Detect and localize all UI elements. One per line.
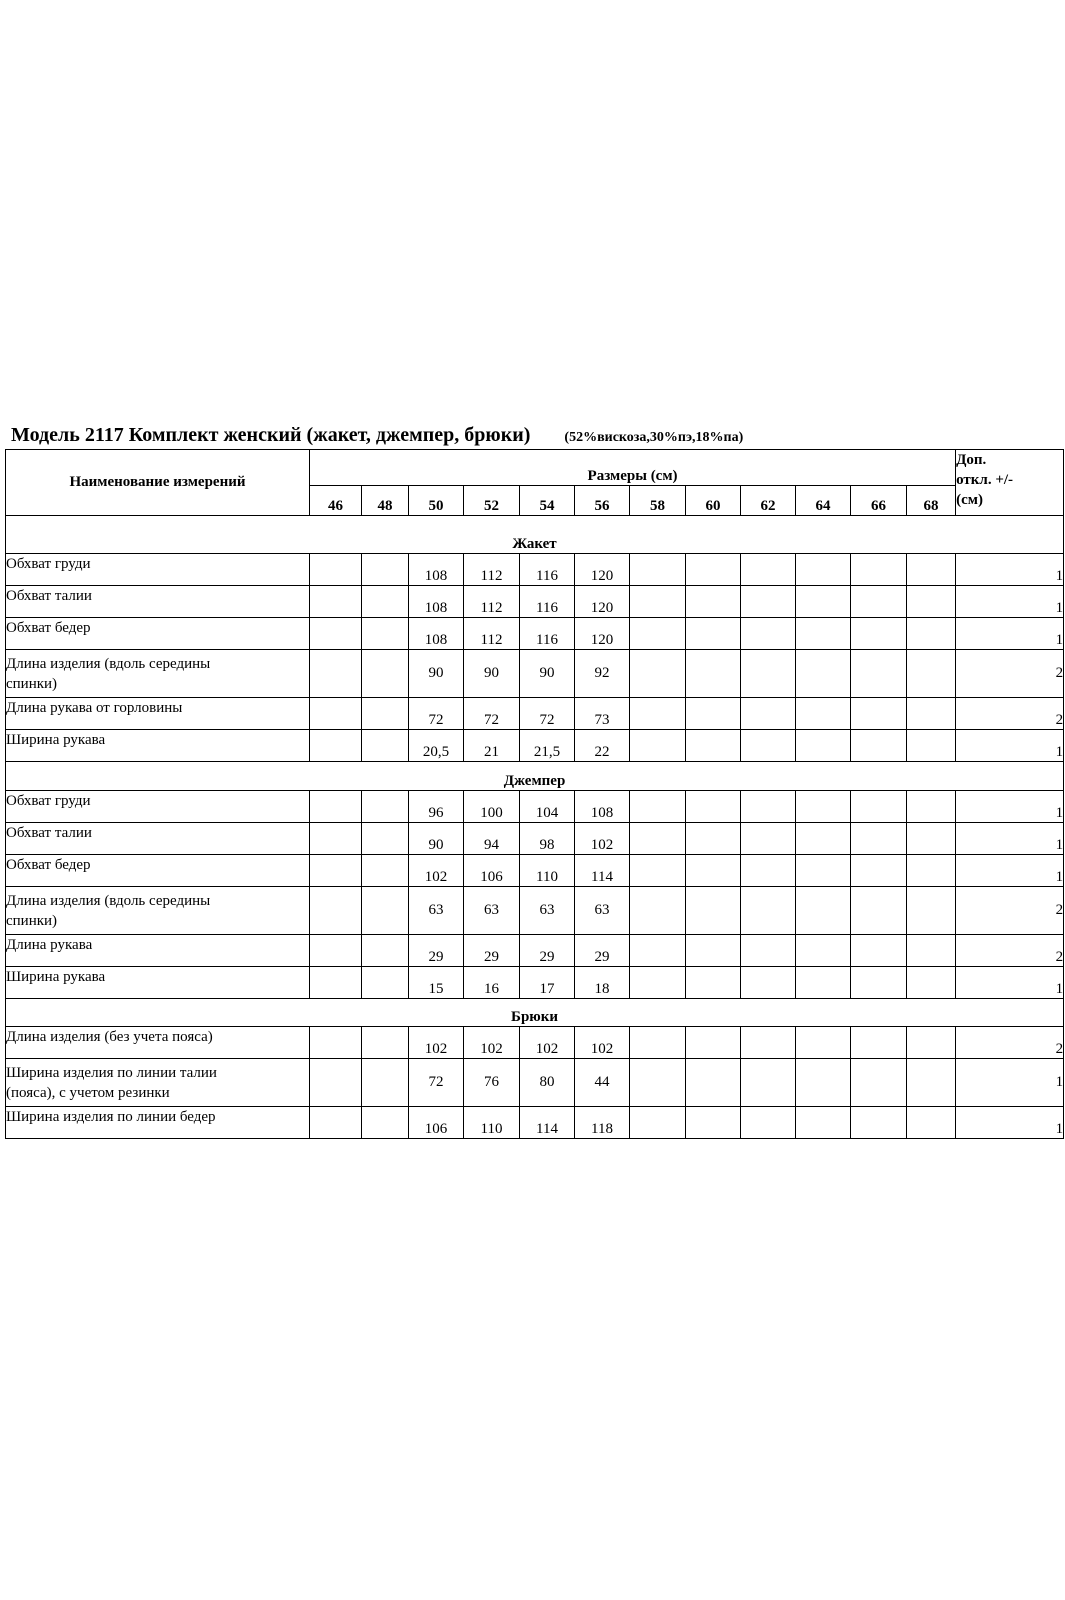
size-value-cell: 114 xyxy=(575,855,630,887)
size-value-cell xyxy=(851,650,907,698)
size-value-cell xyxy=(907,554,956,586)
size-value-cell xyxy=(310,1027,362,1059)
size-value-cell: 110 xyxy=(520,855,575,887)
measurement-row xyxy=(6,698,1064,730)
size-value-cell xyxy=(362,935,409,967)
size-value-cell: 108 xyxy=(409,586,464,618)
size-value-cell: 90 xyxy=(464,650,520,698)
measurement-label-line: Ширина изделия по линии талии xyxy=(6,1065,217,1081)
size-value-cell: 29 xyxy=(464,935,520,967)
size-value-cell: 72 xyxy=(520,698,575,730)
measurement-row xyxy=(6,935,1064,967)
measurement-label xyxy=(6,855,310,887)
size-value-cell xyxy=(907,791,956,823)
size-value-cell xyxy=(362,791,409,823)
size-value-cell xyxy=(741,1059,796,1107)
tolerance-value-cell: 2 xyxy=(956,887,1064,935)
size-value-cell xyxy=(796,554,851,586)
size-value-cell xyxy=(310,855,362,887)
size-value-cell: 73 xyxy=(575,698,630,730)
size-value-cell xyxy=(686,730,741,762)
size-value-cell xyxy=(686,650,741,698)
size-value-cell: 108 xyxy=(409,618,464,650)
size-value-cell xyxy=(310,967,362,999)
measurement-label-line: Ширина рукава xyxy=(6,969,106,985)
size-header-cell: 58 xyxy=(630,486,686,516)
size-value-cell: 16 xyxy=(464,967,520,999)
size-value-cell: 92 xyxy=(575,650,630,698)
size-value-cell xyxy=(796,791,851,823)
tolerance-value-cell: 1 xyxy=(956,1107,1064,1139)
size-value-cell xyxy=(630,967,686,999)
size-value-cell: 22 xyxy=(575,730,630,762)
tolerance-value-cell: 2 xyxy=(956,650,1064,698)
size-value-cell: 106 xyxy=(409,1107,464,1139)
measurement-label-line: Обхват талии xyxy=(6,588,92,604)
size-value-cell xyxy=(362,1059,409,1107)
size-value-cell: 98 xyxy=(520,823,575,855)
size-value-cell xyxy=(686,855,741,887)
measurement-label-line: спинки) xyxy=(6,676,58,692)
size-value-cell: 108 xyxy=(575,791,630,823)
size-value-cell xyxy=(310,650,362,698)
tolerance-value-cell: 2 xyxy=(956,935,1064,967)
size-value-cell xyxy=(362,554,409,586)
size-value-cell xyxy=(907,1107,956,1139)
measurement-row xyxy=(6,1059,1064,1107)
size-value-cell xyxy=(362,1027,409,1059)
size-value-cell xyxy=(796,887,851,935)
size-value-cell xyxy=(851,855,907,887)
size-value-cell xyxy=(741,935,796,967)
size-value-cell xyxy=(362,823,409,855)
measurement-row xyxy=(6,730,1064,762)
size-value-cell xyxy=(907,650,956,698)
size-value-cell xyxy=(796,1027,851,1059)
size-value-cell xyxy=(851,935,907,967)
tolerance-value-cell: 2 xyxy=(956,698,1064,730)
size-value-cell: 104 xyxy=(520,791,575,823)
size-value-cell xyxy=(686,967,741,999)
size-header-cell: 54 xyxy=(520,486,575,516)
size-value-cell xyxy=(851,586,907,618)
size-value-cell xyxy=(686,554,741,586)
measurement-label-line: (пояса), с учетом резинки xyxy=(6,1085,170,1101)
size-value-cell xyxy=(310,791,362,823)
tolerance-value-cell: 1 xyxy=(956,823,1064,855)
measurement-label xyxy=(6,1027,310,1059)
size-value-cell: 15 xyxy=(409,967,464,999)
tolerance-value-cell: 1 xyxy=(956,967,1064,999)
measurement-label xyxy=(6,1059,310,1107)
size-value-cell: 21,5 xyxy=(520,730,575,762)
size-value-cell xyxy=(310,586,362,618)
size-value-cell xyxy=(907,935,956,967)
size-chart-table xyxy=(5,449,1064,1139)
size-header-cell: 50 xyxy=(409,486,464,516)
measurement-row xyxy=(6,554,1064,586)
measurement-label-line: Обхват бедер xyxy=(6,620,91,636)
measurement-label-line: Длина изделия (вдоль середины xyxy=(6,656,211,672)
size-value-cell xyxy=(362,698,409,730)
size-value-cell: 120 xyxy=(575,586,630,618)
size-value-cell xyxy=(310,554,362,586)
tolerance-value-cell: 1 xyxy=(956,1059,1064,1107)
size-value-cell: 102 xyxy=(409,1027,464,1059)
tolerance-value-cell: 1 xyxy=(956,554,1064,586)
size-value-cell: 102 xyxy=(575,1027,630,1059)
size-value-cell: 76 xyxy=(464,1059,520,1107)
size-value-cell xyxy=(630,855,686,887)
size-value-cell xyxy=(741,586,796,618)
size-value-cell xyxy=(686,1027,741,1059)
size-value-cell xyxy=(796,650,851,698)
tolerance-header-line: (см) xyxy=(956,492,983,508)
size-value-cell xyxy=(741,887,796,935)
size-value-cell xyxy=(741,967,796,999)
tolerance-header-line: откл. +/- xyxy=(956,472,1014,488)
size-value-cell xyxy=(741,1027,796,1059)
size-header-cell: 64 xyxy=(796,486,851,516)
size-value-cell xyxy=(741,855,796,887)
size-header-cell: 52 xyxy=(464,486,520,516)
measurement-row xyxy=(6,1107,1064,1139)
size-value-cell xyxy=(362,855,409,887)
size-value-cell: 102 xyxy=(575,823,630,855)
size-value-cell xyxy=(630,618,686,650)
size-value-cell xyxy=(851,554,907,586)
measurement-label xyxy=(6,887,310,935)
size-value-cell xyxy=(630,887,686,935)
size-value-cell: 90 xyxy=(409,650,464,698)
size-value-cell xyxy=(741,618,796,650)
tolerance-header xyxy=(956,450,1064,516)
size-value-cell xyxy=(907,586,956,618)
measurement-label xyxy=(6,935,310,967)
measurement-label-line: Обхват груди xyxy=(6,556,91,572)
measurement-label-line: Обхват груди xyxy=(6,793,91,809)
size-value-cell xyxy=(310,887,362,935)
measurement-label xyxy=(6,554,310,586)
size-value-cell: 120 xyxy=(575,618,630,650)
size-value-cell xyxy=(796,586,851,618)
size-value-cell: 116 xyxy=(520,586,575,618)
size-value-cell xyxy=(907,887,956,935)
size-header-cell: 62 xyxy=(741,486,796,516)
section-title: Жакет xyxy=(6,516,1064,554)
size-value-cell: 44 xyxy=(575,1059,630,1107)
size-value-cell xyxy=(851,791,907,823)
size-value-cell xyxy=(907,855,956,887)
size-value-cell xyxy=(310,1059,362,1107)
size-value-cell xyxy=(907,967,956,999)
size-value-cell: 116 xyxy=(520,554,575,586)
measurement-label xyxy=(6,823,310,855)
size-value-cell xyxy=(741,650,796,698)
size-value-cell: 72 xyxy=(464,698,520,730)
size-value-cell xyxy=(796,730,851,762)
size-value-cell xyxy=(362,1107,409,1139)
measurement-label xyxy=(6,586,310,618)
fabric-composition: (52%вискоза,30%пэ,18%па) xyxy=(564,430,744,445)
size-value-cell: 120 xyxy=(575,554,630,586)
size-header-cell: 60 xyxy=(686,486,741,516)
measurement-row xyxy=(6,887,1064,935)
size-value-cell: 96 xyxy=(409,791,464,823)
size-header-cell: 56 xyxy=(575,486,630,516)
model-title: Модель 2117 Комплект женский (жакет, джемпер, брюки) xyxy=(11,424,531,446)
size-value-cell: 112 xyxy=(464,586,520,618)
size-value-cell: 100 xyxy=(464,791,520,823)
size-value-cell xyxy=(630,935,686,967)
size-value-cell: 112 xyxy=(464,618,520,650)
size-value-cell xyxy=(630,586,686,618)
size-value-cell xyxy=(907,1027,956,1059)
size-value-cell: 94 xyxy=(464,823,520,855)
sizes-header: Размеры (см) xyxy=(310,450,956,486)
size-value-cell xyxy=(630,1027,686,1059)
size-value-cell xyxy=(686,791,741,823)
measurement-label-line: Длина рукава от горловины xyxy=(6,700,183,716)
size-value-cell xyxy=(741,730,796,762)
tolerance-header-line: Доп. xyxy=(956,452,987,468)
size-value-cell xyxy=(851,1059,907,1107)
size-value-cell xyxy=(796,855,851,887)
size-value-cell xyxy=(630,650,686,698)
measurement-row xyxy=(6,855,1064,887)
size-value-cell: 102 xyxy=(409,855,464,887)
measurement-label xyxy=(6,698,310,730)
size-header-cell: 68 xyxy=(907,486,956,516)
size-value-cell xyxy=(741,791,796,823)
measurement-row xyxy=(6,618,1064,650)
measurement-label xyxy=(6,1107,310,1139)
tolerance-value-cell: 2 xyxy=(956,1027,1064,1059)
size-value-cell xyxy=(362,967,409,999)
size-value-cell: 63 xyxy=(575,887,630,935)
size-value-cell: 72 xyxy=(409,698,464,730)
size-value-cell xyxy=(362,730,409,762)
size-value-cell xyxy=(630,554,686,586)
size-value-cell xyxy=(630,823,686,855)
size-value-cell xyxy=(741,1107,796,1139)
size-value-cell xyxy=(851,1107,907,1139)
size-value-cell xyxy=(796,823,851,855)
size-value-cell: 63 xyxy=(520,887,575,935)
measurement-label xyxy=(6,791,310,823)
size-value-cell: 29 xyxy=(575,935,630,967)
header-row xyxy=(6,450,1064,486)
size-value-cell: 18 xyxy=(575,967,630,999)
size-value-cell xyxy=(630,698,686,730)
size-value-cell: 17 xyxy=(520,967,575,999)
size-value-cell xyxy=(686,586,741,618)
measurement-row xyxy=(6,1027,1064,1059)
document-title-line xyxy=(11,424,743,447)
size-value-cell xyxy=(310,935,362,967)
size-value-cell: 63 xyxy=(464,887,520,935)
size-value-cell: 63 xyxy=(409,887,464,935)
tolerance-value-cell: 1 xyxy=(956,618,1064,650)
size-value-cell xyxy=(362,586,409,618)
size-value-cell xyxy=(362,618,409,650)
measurement-row xyxy=(6,650,1064,698)
size-value-cell: 118 xyxy=(575,1107,630,1139)
measurement-row xyxy=(6,586,1064,618)
size-value-cell xyxy=(686,887,741,935)
measurement-label-line: Длина изделия (вдоль середины xyxy=(6,893,211,909)
size-value-cell xyxy=(851,823,907,855)
size-value-cell xyxy=(907,618,956,650)
size-value-cell xyxy=(741,823,796,855)
section-row xyxy=(6,516,1064,554)
size-value-cell xyxy=(796,967,851,999)
size-value-cell xyxy=(851,887,907,935)
size-value-cell: 102 xyxy=(520,1027,575,1059)
measurement-label xyxy=(6,967,310,999)
measurement-label-line: Обхват бедер xyxy=(6,857,91,873)
size-value-cell xyxy=(362,887,409,935)
measurement-label-line: Обхват талии xyxy=(6,825,92,841)
size-value-cell: 114 xyxy=(520,1107,575,1139)
size-value-cell: 21 xyxy=(464,730,520,762)
size-value-cell xyxy=(686,618,741,650)
section-row xyxy=(6,762,1064,791)
size-value-cell: 20,5 xyxy=(409,730,464,762)
size-value-cell xyxy=(686,1107,741,1139)
size-header-cell: 66 xyxy=(851,486,907,516)
size-value-cell xyxy=(741,698,796,730)
size-value-cell xyxy=(310,823,362,855)
size-value-cell xyxy=(630,730,686,762)
measurement-label xyxy=(6,618,310,650)
tolerance-value-cell: 1 xyxy=(956,791,1064,823)
section-row xyxy=(6,999,1064,1027)
size-value-cell xyxy=(851,967,907,999)
size-header-cell: 48 xyxy=(362,486,409,516)
size-value-cell xyxy=(851,1027,907,1059)
size-value-cell xyxy=(310,698,362,730)
size-value-cell: 112 xyxy=(464,554,520,586)
size-value-cell: 102 xyxy=(464,1027,520,1059)
size-value-cell xyxy=(362,650,409,698)
section-title: Брюки xyxy=(6,999,1064,1027)
size-value-cell xyxy=(686,935,741,967)
size-value-cell: 72 xyxy=(409,1059,464,1107)
size-value-cell xyxy=(796,698,851,730)
measurement-label-line: Ширина рукава xyxy=(6,732,106,748)
measurement-row xyxy=(6,823,1064,855)
measurement-label-line: спинки) xyxy=(6,913,58,929)
size-value-cell: 29 xyxy=(409,935,464,967)
size-value-cell: 90 xyxy=(409,823,464,855)
size-value-cell xyxy=(796,1107,851,1139)
table-body xyxy=(6,516,1064,1139)
size-value-cell xyxy=(796,1059,851,1107)
size-value-cell: 108 xyxy=(409,554,464,586)
tolerance-value-cell: 1 xyxy=(956,730,1064,762)
size-value-cell: 110 xyxy=(464,1107,520,1139)
tolerance-value-cell: 1 xyxy=(956,855,1064,887)
size-value-cell xyxy=(851,730,907,762)
size-value-cell xyxy=(907,698,956,730)
measurement-row xyxy=(6,967,1064,999)
size-value-cell: 80 xyxy=(520,1059,575,1107)
size-value-cell xyxy=(741,554,796,586)
size-value-cell xyxy=(310,1107,362,1139)
measurement-name-header: Наименование измерений xyxy=(6,450,310,516)
size-value-cell xyxy=(630,791,686,823)
size-value-cell: 116 xyxy=(520,618,575,650)
size-value-cell xyxy=(851,618,907,650)
size-value-cell xyxy=(796,618,851,650)
measurement-label-line: Длина рукава xyxy=(6,937,93,953)
section-title: Джемпер xyxy=(6,762,1064,791)
size-value-cell xyxy=(907,730,956,762)
measurement-label-line: Ширина изделия по линии бедер xyxy=(6,1109,216,1125)
size-value-cell xyxy=(310,618,362,650)
size-value-cell: 106 xyxy=(464,855,520,887)
size-value-cell: 90 xyxy=(520,650,575,698)
size-value-cell xyxy=(630,1059,686,1107)
size-value-cell xyxy=(310,730,362,762)
size-value-cell xyxy=(686,698,741,730)
size-header-cell: 46 xyxy=(310,486,362,516)
measurement-label xyxy=(6,650,310,698)
size-value-cell xyxy=(686,823,741,855)
tolerance-value-cell: 1 xyxy=(956,586,1064,618)
size-value-cell: 29 xyxy=(520,935,575,967)
size-value-cell xyxy=(907,1059,956,1107)
size-value-cell xyxy=(796,935,851,967)
size-value-cell xyxy=(686,1059,741,1107)
measurement-row xyxy=(6,791,1064,823)
measurement-label xyxy=(6,730,310,762)
size-value-cell xyxy=(907,823,956,855)
size-value-cell xyxy=(851,698,907,730)
measurement-label-line: Длина изделия (без учета пояса) xyxy=(6,1029,213,1045)
size-value-cell xyxy=(630,1107,686,1139)
